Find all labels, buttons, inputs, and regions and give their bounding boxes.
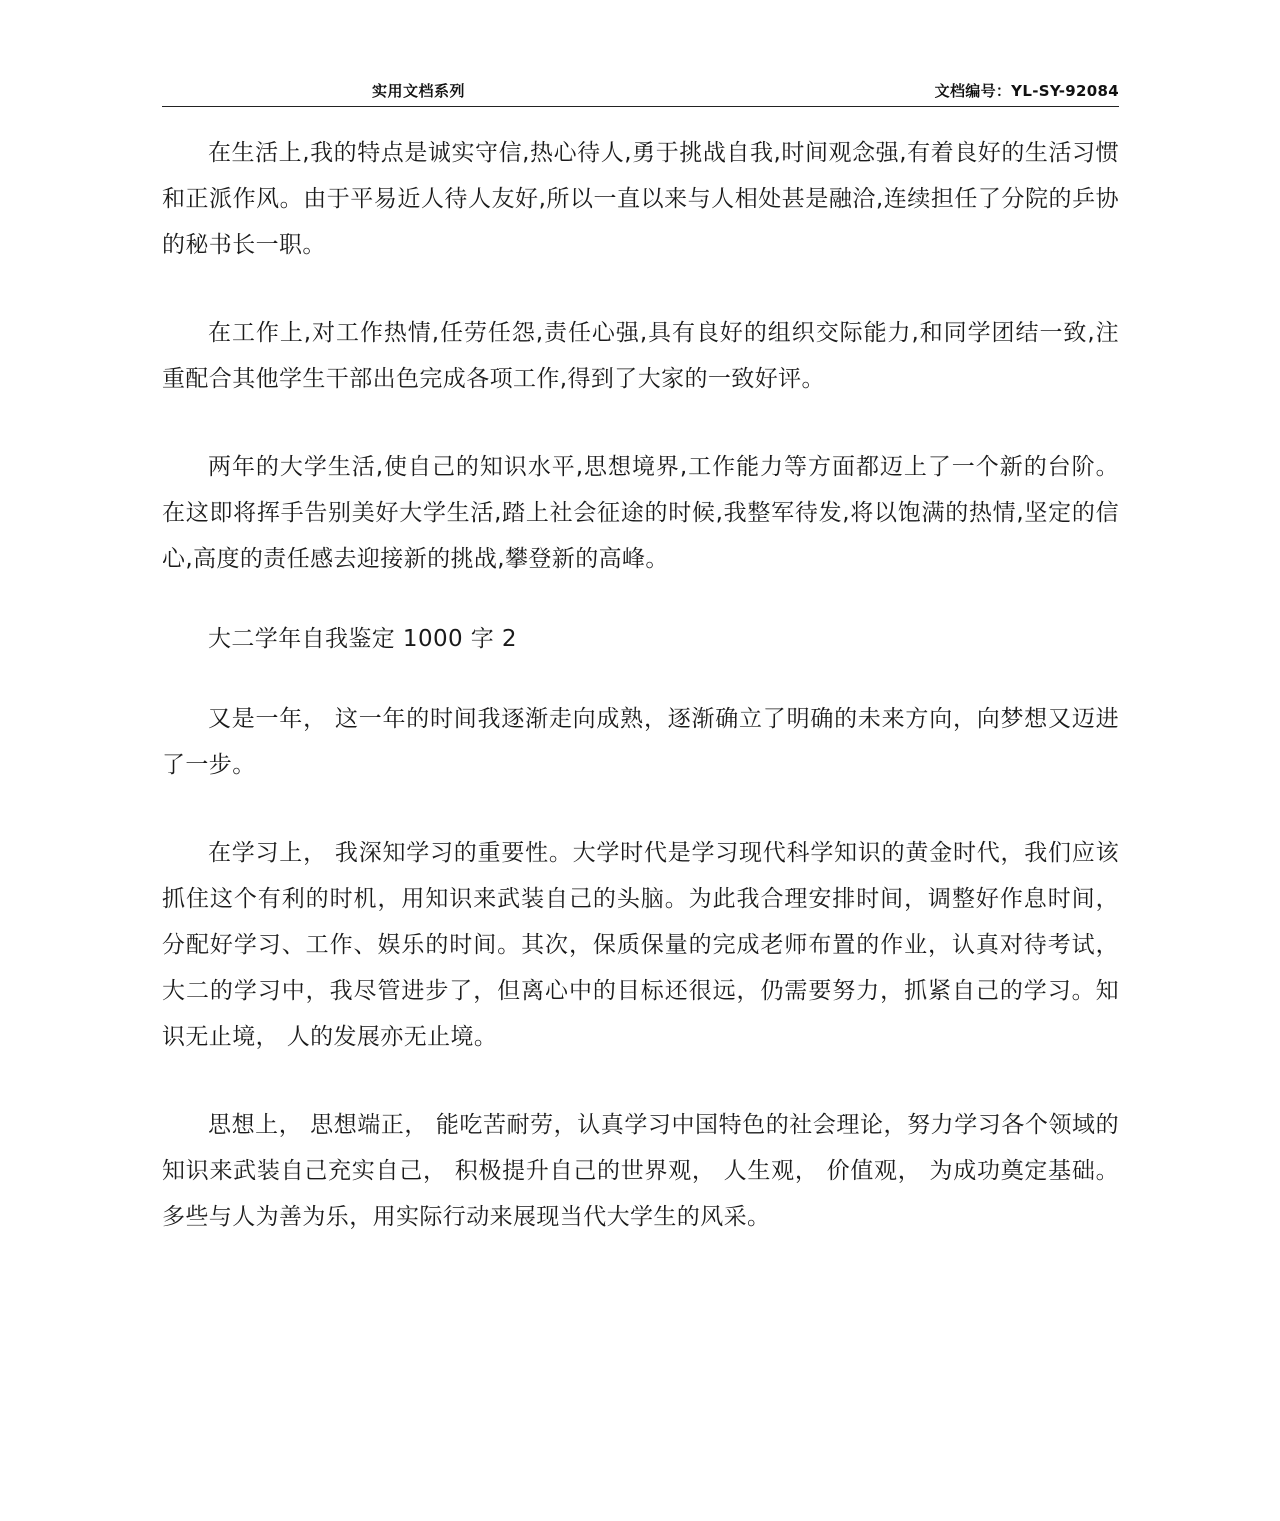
paragraph-intro: 又是一年， 这一年的时间我逐渐走向成熟，逐渐确立了明确的未来方向，向梦想又迈进了一步。: [162, 706, 1119, 778]
paragraph-summary: 两年的大学生活,使自己的知识水平,思想境界,工作能力等方面都迈上了一个新的台阶。在这即将挥手告别美好大学生活,踏上社会征途的时候,我整军待发,将以饱满的热情,坚定的信心,高度的责任感去迎接新的挑战,攀登新的高峰。: [162, 454, 1119, 572]
document-series-label: 实用文档系列: [372, 82, 466, 100]
section-heading: 大二学年自我鉴定 1000 字 2: [208, 626, 517, 652]
page-header: [162, 78, 1119, 107]
document-body: [162, 130, 1119, 1240]
paragraph-life: 在生活上,我的特点是诚实守信,热心待人,勇于挑战自我,时间观念强,有着良好的生活习惯和正派作风。由于平易近人待人友好,所以一直以来与人相处甚是融洽,连续担任了分院的乒协的秘书长一职。: [162, 140, 1119, 258]
document-number-label: 文档编号：YL-SY-92084: [934, 82, 1119, 100]
paragraph-study: 在学习上， 我深知学习的重要性。大学时代是学习现代科学知识的黄金时代，我们应该抓住这个有利的时机，用知识来武装自己的头脑。为此我合理安排时间，调整好作息时间， 分配好学习、工作、娱乐的时间。其次，保质保量的完成老师布置的作业，认真对待考试，大二的学习中，我尽管进步了，但离心中的目标还很远，仍需要努力，抓紧自己的学习。知识无止境， 人的发展亦无止境。: [162, 840, 1119, 1050]
paragraph-thought: 思想上， 思想端正， 能吃苦耐劳，认真学习中国特色的社会理论，努力学习各个领域的知识来武装自己充实自己， 积极提升自己的世界观， 人生观， 价值观， 为成功奠定基础。多些与人为善为乐，用实际行动来展现当代大学生的风采。: [162, 1112, 1119, 1230]
paragraph-work: 在工作上,对工作热情,任劳任怨,责任心强,具有良好的组织交际能力,和同学团结一致,注重配合其他学生干部出色完成各项工作,得到了大家的一致好评。: [162, 320, 1119, 392]
